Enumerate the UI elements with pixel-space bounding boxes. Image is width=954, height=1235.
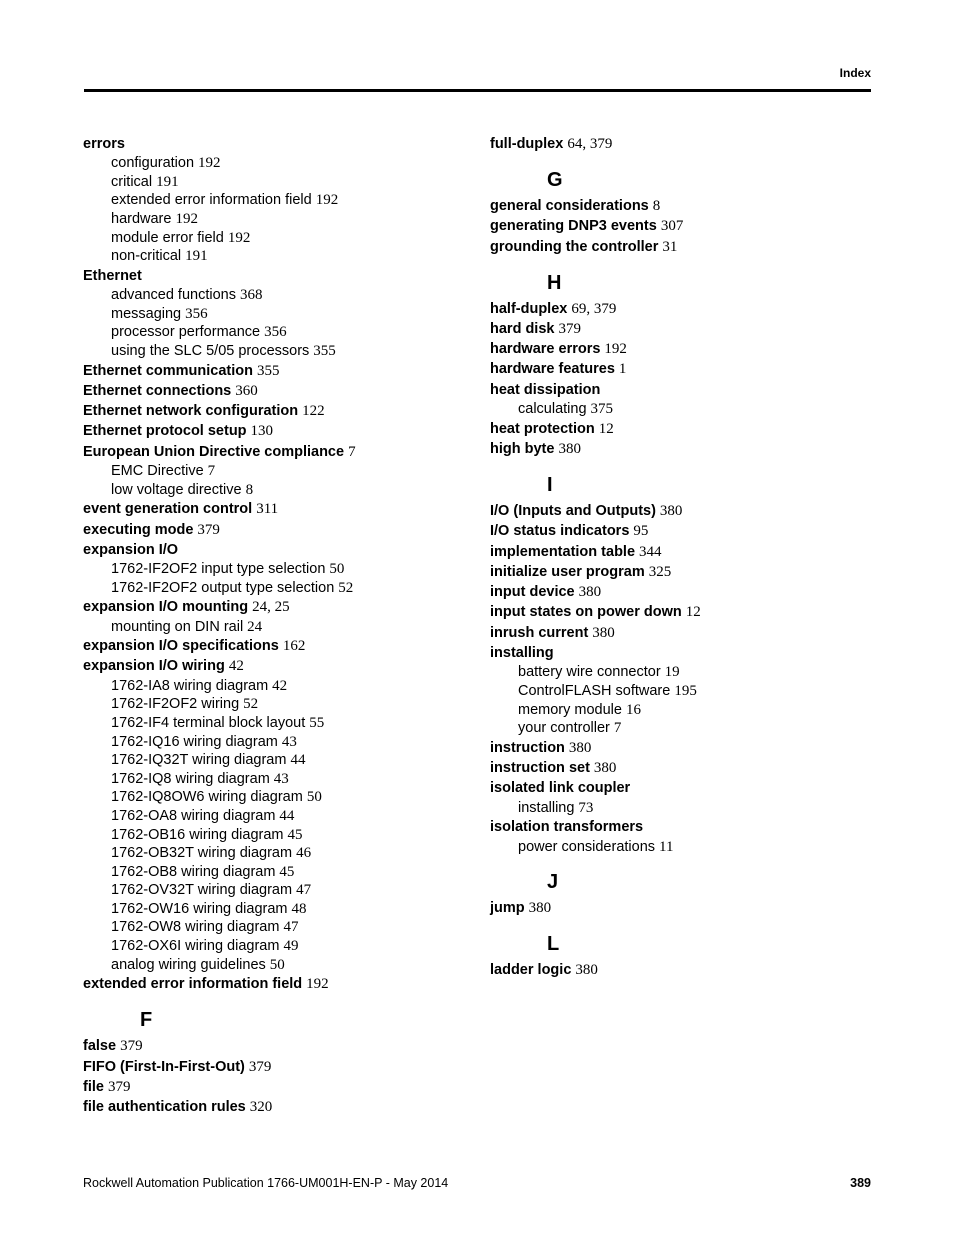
index-entry	[83, 597, 483, 617]
index-page-ref[interactable]: 12	[685, 604, 701, 621]
index-term: 1762-IQ8OW6 wiring diagram	[111, 789, 303, 806]
index-term: ControlFLASH software	[518, 682, 671, 699]
index-page-ref[interactable]: 45	[287, 826, 303, 843]
index-entry	[83, 134, 483, 154]
header-rule	[84, 89, 871, 92]
index-term: 1762-IF4 terminal block layout	[111, 714, 306, 731]
index-term: analog wiring guidelines	[111, 956, 266, 973]
index-page-ref[interactable]: 44	[279, 807, 295, 824]
index-letter-heading: H	[547, 271, 562, 294]
index-entry	[490, 817, 890, 837]
index-term: expansion I/O wiring	[83, 658, 225, 675]
index-subentry	[83, 323, 483, 342]
index-term: 1762-IA8 wiring diagram	[111, 677, 269, 694]
index-page-ref[interactable]: 344	[639, 543, 662, 560]
index-letter-heading: F	[140, 1009, 153, 1032]
index-page-ref[interactable]: 379	[107, 1078, 131, 1095]
index-letter-heading: I	[547, 473, 553, 496]
index-term: installing	[518, 799, 575, 816]
index-term: 1762-OW8 wiring diagram	[111, 919, 280, 936]
index-term: memory module	[518, 701, 622, 718]
index-page-ref[interactable]: 16	[625, 701, 641, 718]
index-term: hard disk	[490, 320, 555, 337]
index-entry	[490, 439, 890, 459]
index-entry	[83, 540, 483, 560]
index-term: calculating	[518, 401, 587, 418]
index-page-ref[interactable]: 42	[228, 658, 244, 675]
index-subentry	[83, 900, 483, 919]
index-entry	[490, 359, 890, 379]
index-term: heat dissipation	[490, 381, 601, 398]
index-term: high byte	[490, 440, 555, 457]
index-entry	[490, 758, 890, 778]
index-entry	[490, 602, 890, 622]
index-page-ref[interactable]: 43	[281, 733, 297, 750]
index-page-ref[interactable]: 8	[245, 481, 254, 498]
index-term: ladder logic	[490, 962, 572, 979]
index-page-ref[interactable]: 192	[198, 155, 221, 172]
index-page-ref[interactable]: 162	[282, 638, 306, 655]
index-subentry	[83, 937, 483, 956]
index-term: hardware	[111, 211, 172, 228]
index-subentry	[83, 462, 483, 481]
index-page-ref[interactable]: 47	[296, 882, 312, 899]
index-entry	[490, 319, 890, 339]
index-page-ref[interactable]: 7	[207, 463, 216, 480]
index-term: 1762-IF2OF2 input type selection	[111, 561, 326, 578]
index-entry	[83, 1077, 483, 1097]
index-page-ref[interactable]: 355	[313, 342, 336, 359]
index-term: instruction set	[490, 760, 590, 777]
index-subentry	[83, 956, 483, 975]
index-page-ref[interactable]: 320	[249, 1099, 273, 1116]
index-term: FIFO (First-In-First-Out)	[83, 1058, 245, 1075]
index-page-ref[interactable]: 95	[633, 523, 649, 540]
index-term: 1762-OB16 wiring diagram	[111, 826, 284, 843]
index-entry	[490, 196, 890, 216]
index-page-ref[interactable]: 52	[338, 579, 354, 596]
index-subentry	[83, 863, 483, 882]
index-entry	[490, 237, 890, 257]
index-entry	[83, 266, 483, 286]
index-column-right	[490, 134, 890, 980]
index-term: messaging	[111, 305, 182, 322]
index-term: 1762-OA8 wiring diagram	[111, 807, 276, 824]
index-subentry	[490, 682, 890, 701]
index-page-ref[interactable]: 379	[197, 521, 220, 538]
index-subentry	[83, 154, 483, 173]
index-entry	[83, 1036, 483, 1056]
index-term: 1762-OX6I wiring diagram	[111, 938, 280, 955]
index-entry	[490, 738, 890, 758]
index-subentry	[83, 733, 483, 752]
index-entry	[490, 562, 890, 582]
index-term: mounting on DIN rail	[111, 618, 244, 635]
index-page-ref[interactable]: 42	[272, 677, 288, 694]
index-page-ref[interactable]: 195	[674, 682, 697, 699]
index-subentry	[490, 838, 890, 857]
index-term: I/O status indicators	[490, 523, 630, 540]
index-page-ref[interactable]: 192	[604, 341, 627, 358]
index-page-ref[interactable]: 380	[592, 624, 615, 641]
index-page-ref[interactable]: 8	[652, 198, 661, 214]
index-term: installing	[490, 645, 554, 662]
index-subentry	[490, 400, 890, 419]
index-subentry	[83, 844, 483, 863]
index-subentry	[83, 247, 483, 266]
index-subentry	[83, 286, 483, 305]
index-page-ref[interactable]: 55	[309, 714, 325, 731]
index-page-ref[interactable]: 380	[659, 502, 683, 519]
index-page-ref[interactable]: 69, 379	[571, 300, 617, 317]
index-entry	[83, 442, 483, 462]
index-entry	[83, 499, 483, 519]
index-subentry	[83, 788, 483, 807]
index-term: hardware features	[490, 361, 615, 378]
index-page-ref[interactable]: 43	[273, 770, 289, 787]
index-page-ref[interactable]: 64, 379	[567, 136, 613, 152]
index-entry	[490, 339, 890, 359]
index-page-ref[interactable]: 191	[185, 248, 208, 265]
index-subentry	[83, 191, 483, 210]
index-entry	[83, 401, 483, 421]
index-entry	[490, 582, 890, 602]
index-entry	[83, 381, 483, 401]
index-page-ref[interactable]: 12	[598, 420, 614, 437]
index-term: extended error information field	[111, 192, 312, 209]
index-page-ref[interactable]: 192	[227, 229, 251, 246]
index-subentry	[83, 229, 483, 248]
index-entry	[83, 1097, 483, 1117]
index-term: configuration	[111, 155, 195, 172]
index-page-ref[interactable]: 19	[664, 664, 680, 681]
index-term: non-critical	[111, 248, 182, 265]
index-page-ref[interactable]: 192	[306, 976, 329, 993]
index-page-ref[interactable]: 11	[659, 838, 674, 855]
index-term: module error field	[111, 229, 224, 246]
index-entry	[490, 216, 890, 236]
index-term: 1762-IQ8 wiring diagram	[111, 770, 270, 787]
index-subentry	[83, 677, 483, 696]
index-term: processor performance	[111, 324, 261, 341]
index-subentry	[83, 481, 483, 500]
index-subentry	[490, 701, 890, 720]
index-term: inrush current	[490, 624, 589, 641]
index-term: 1762-IF2OF2 wiring	[111, 696, 240, 713]
index-entry	[490, 643, 890, 663]
index-page-ref[interactable]: 7	[613, 720, 622, 737]
index-term: expansion I/O mounting	[83, 599, 249, 616]
index-term: low voltage directive	[111, 481, 242, 498]
index-subentry	[83, 173, 483, 192]
index-term: your controller	[518, 720, 610, 737]
index-page-ref[interactable]: 49	[283, 938, 299, 955]
index-subentry	[83, 695, 483, 714]
index-term: Ethernet connections	[83, 382, 232, 399]
index-term: false	[83, 1038, 117, 1055]
index-page-ref[interactable]: 356	[264, 324, 287, 341]
index-entry	[83, 421, 483, 441]
index-page-ref[interactable]: 356	[185, 305, 208, 322]
index-page-ref[interactable]: 360	[235, 382, 258, 399]
index-term: battery wire connector	[518, 664, 661, 681]
index-page-ref[interactable]: 325	[648, 563, 672, 580]
index-term: critical	[111, 173, 153, 190]
index-entry	[83, 520, 483, 540]
index-entry	[490, 299, 890, 319]
index-term: 1762-OW16 wiring diagram	[111, 900, 288, 917]
index-subentry	[83, 770, 483, 789]
index-term: grounding the controller	[490, 238, 659, 255]
index-page-ref[interactable]: 1	[618, 361, 627, 378]
index-term: Ethernet network configuration	[83, 403, 299, 420]
index-page-ref[interactable]: 192	[315, 192, 339, 209]
index-term: Ethernet	[83, 267, 142, 284]
index-letter-heading: G	[547, 169, 563, 191]
index-term: initialize user program	[490, 563, 645, 580]
index-page-ref[interactable]: 24, 25	[252, 599, 290, 616]
index-term: expansion I/O	[83, 541, 179, 558]
index-term: power considerations	[518, 838, 656, 855]
index-subentry	[490, 719, 890, 738]
index-page-ref[interactable]: 380	[575, 962, 598, 979]
index-entry	[83, 974, 483, 994]
index-page-ref[interactable]: 191	[156, 173, 179, 190]
index-column-left	[83, 134, 483, 1117]
index-page-ref[interactable]: 130	[250, 423, 274, 440]
index-page-ref[interactable]: 379	[120, 1038, 143, 1055]
index-term: European Union Directive compliance	[83, 443, 345, 460]
index-subentry	[83, 618, 483, 637]
index-term: input states on power down	[490, 604, 682, 621]
index-subentry	[83, 342, 483, 361]
index-term: EMC Directive	[111, 463, 204, 480]
index-term: implementation table	[490, 543, 636, 560]
index-entry	[490, 380, 890, 400]
section-header: Index	[839, 66, 871, 80]
index-term: half-duplex	[490, 300, 568, 317]
index-page-ref[interactable]: 50	[329, 561, 345, 578]
index-entry	[490, 501, 890, 521]
index-entry	[490, 542, 890, 562]
index-letter-heading: L	[547, 933, 560, 956]
index-entry	[83, 656, 483, 676]
index-page-ref[interactable]: 44	[290, 752, 306, 769]
index-entry	[490, 521, 890, 541]
index-entry	[490, 419, 890, 439]
index-term: 1762-IQ16 wiring diagram	[111, 733, 278, 750]
index-term: I/O (Inputs and Outputs)	[490, 502, 656, 519]
index-subentry	[490, 799, 890, 818]
index-page-ref[interactable]: 122	[302, 403, 325, 420]
index-term: jump	[490, 900, 525, 917]
index-page-ref[interactable]: 48	[291, 900, 307, 917]
index-page-ref[interactable]: 192	[175, 211, 198, 228]
index-page-ref[interactable]: 380	[568, 739, 592, 756]
index-page-ref[interactable]: 24	[247, 618, 263, 635]
index-subentry	[83, 579, 483, 598]
index-subentry	[83, 560, 483, 579]
index-page-ref[interactable]: 50	[306, 789, 322, 806]
index-page-ref[interactable]: 50	[269, 956, 285, 973]
index-page-ref[interactable]: 7	[348, 443, 356, 460]
index-term: file authentication rules	[83, 1099, 246, 1116]
index-term: Ethernet communication	[83, 362, 253, 379]
index-entry	[490, 898, 890, 918]
index-entry	[83, 636, 483, 656]
index-term: full-duplex	[490, 136, 564, 152]
index-subentry	[83, 714, 483, 733]
index-term: file	[83, 1078, 104, 1095]
index-term: expansion I/O specifications	[83, 638, 279, 655]
index-entry	[490, 134, 890, 154]
index-subentry	[83, 918, 483, 937]
index-term: 1762-IQ32T wiring diagram	[111, 752, 287, 769]
index-term: 1762-OV32T wiring diagram	[111, 882, 293, 899]
index-page-ref[interactable]: 355	[257, 362, 280, 379]
index-page-ref[interactable]: 380	[528, 900, 552, 917]
index-subentry	[83, 751, 483, 770]
index-page-ref[interactable]: 380	[558, 440, 581, 457]
index-page-ref[interactable]: 379	[248, 1058, 272, 1075]
index-page-ref[interactable]: 380	[578, 584, 602, 601]
index-page-ref[interactable]: 31	[662, 238, 678, 255]
index-term: isolated link coupler	[490, 780, 631, 797]
index-page-ref[interactable]: 73	[578, 799, 594, 816]
index-subentry	[83, 807, 483, 826]
index-page-ref[interactable]: 45	[279, 863, 295, 880]
index-subentry	[83, 826, 483, 845]
index-page-ref[interactable]: 47	[283, 919, 299, 936]
index-subentry	[83, 881, 483, 900]
index-subentry	[83, 305, 483, 324]
index-term: 1762-OB8 wiring diagram	[111, 863, 276, 880]
index-page-ref[interactable]: 380	[593, 760, 617, 777]
index-term: general considerations	[490, 198, 649, 214]
index-term: 1762-IF2OF2 output type selection	[111, 579, 335, 596]
index-entry	[490, 778, 890, 798]
index-page-ref[interactable]: 379	[558, 320, 581, 337]
index-term: errors	[83, 136, 125, 152]
index-entry	[83, 1057, 483, 1077]
index-page-ref[interactable]: 368	[239, 287, 263, 304]
index-subentry	[83, 210, 483, 229]
index-term: 1762-OB32T wiring diagram	[111, 845, 293, 862]
index-entry	[490, 623, 890, 643]
page-number: 389	[850, 1176, 871, 1190]
index-term: input device	[490, 584, 575, 601]
index-term: isolation transformers	[490, 819, 644, 836]
index-entry	[83, 361, 483, 381]
index-term: event generation control	[83, 501, 253, 518]
index-page-ref[interactable]: 307	[660, 218, 684, 235]
index-term: hardware errors	[490, 341, 601, 358]
index-letter-heading: J	[547, 871, 559, 894]
index-term: executing mode	[83, 521, 194, 538]
index-page-ref[interactable]: 46	[296, 845, 312, 862]
index-subentry	[490, 663, 890, 682]
index-term: heat protection	[490, 420, 595, 437]
index-entry	[490, 960, 890, 980]
publication-footer: Rockwell Automation Publication 1766-UM001H-EN-P - May 2014	[83, 1176, 449, 1190]
index-page-ref[interactable]: 311	[256, 501, 279, 518]
index-term: extended error information field	[83, 976, 303, 993]
index-page-ref[interactable]: 375	[590, 401, 614, 418]
index-term: using the SLC 5/05 processors	[111, 342, 310, 359]
index-term: Ethernet protocol setup	[83, 423, 247, 440]
index-page-ref[interactable]: 52	[243, 696, 259, 713]
index-term: generating DNP3 events	[490, 218, 657, 235]
index-term: instruction	[490, 739, 565, 756]
index-term: advanced functions	[111, 287, 236, 304]
